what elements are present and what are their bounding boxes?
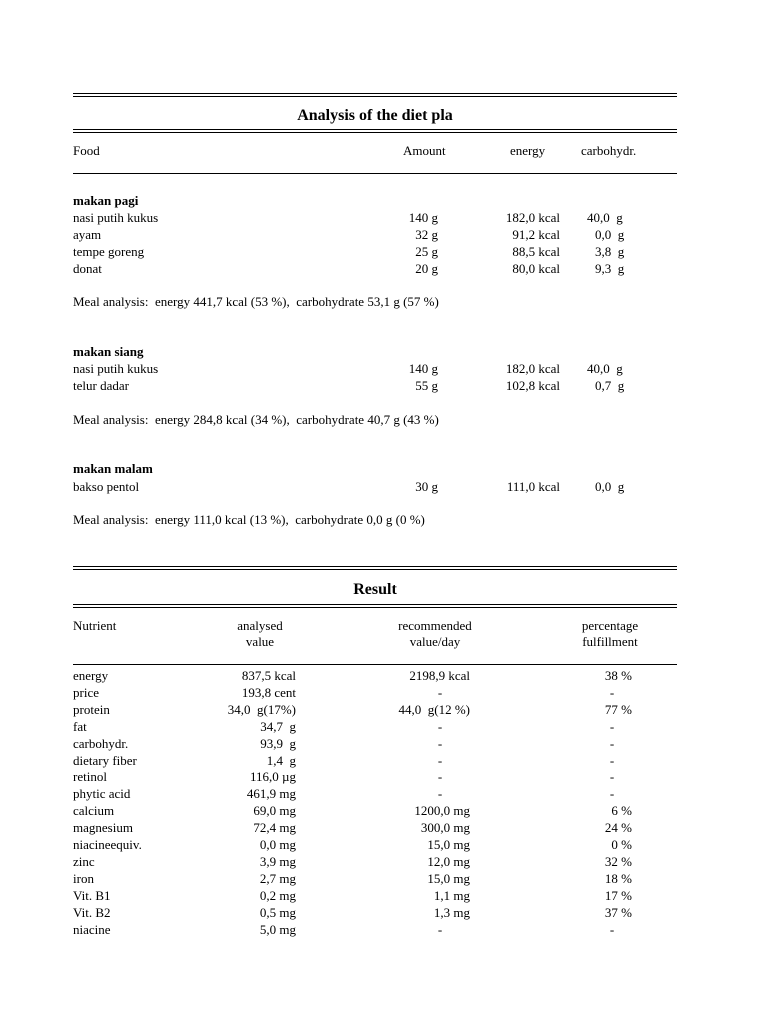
percent-fulfillment: 0 % (611, 837, 632, 852)
header-percentage-2: fulfillment (582, 634, 638, 649)
meal-name: makan siang (73, 344, 144, 359)
nutrient-name: protein (73, 702, 110, 717)
food-energy: 88,5 kcal (512, 244, 560, 259)
nutrient-name: Vit. B2 (73, 905, 111, 920)
recommended-value: 15,0 mg (427, 871, 470, 886)
nutrient-name: magnesium (73, 820, 133, 835)
food-name: tempe goreng (73, 244, 145, 259)
recommended-value: 300,0 mg (420, 820, 470, 835)
recommended-value: - (437, 786, 443, 801)
recommended-value: 1,3 mg (433, 905, 470, 920)
double-rule-result-top (73, 566, 677, 570)
result-title: Result (353, 581, 397, 598)
recommended-value: - (437, 922, 443, 937)
food-amount: 32 g (415, 227, 438, 242)
food-carb: 40,0 g (587, 210, 623, 225)
double-rule-result-under-title (73, 604, 677, 608)
recommended-value: - (437, 685, 443, 700)
recommended-value: 2198,9 kcal (409, 668, 470, 683)
nutrient-name: energy (73, 668, 109, 683)
percent-fulfillment: 32 % (604, 854, 632, 869)
meal-analysis: Meal analysis: energy 284,8 kcal (34 %), carbohydrate 40,7 g (43 %) (73, 412, 439, 427)
analysed-value: 0,2 mg (259, 888, 296, 903)
food-name: donat (73, 261, 102, 276)
nutrient-name: calcium (73, 803, 115, 818)
food-name: nasi putih kukus (73, 210, 159, 225)
recommended-value: - (437, 769, 443, 784)
nutrient-name: phytic acid (73, 786, 131, 801)
nutrient-name: zinc (73, 854, 95, 869)
analysed-value: 0,0 mg (259, 837, 296, 852)
food-amount: 25 g (415, 244, 438, 259)
header-analysed-1: analysed (237, 618, 283, 633)
result-header-rule (73, 664, 677, 665)
meal-analysis: Meal analysis: energy 441,7 kcal (53 %), carbohydrate 53,1 g (57 %) (73, 294, 439, 309)
analysed-value: 34,7 g (260, 719, 296, 734)
diet-title: Analysis of the diet pla (297, 107, 453, 124)
nutrient-name: carbohydr. (73, 736, 129, 751)
percent-fulfillment: 6 % (611, 803, 632, 818)
percent-fulfillment: - (609, 769, 615, 784)
food-name: ayam (73, 227, 102, 242)
food-name: bakso pentol (73, 479, 140, 494)
meal-analysis: Meal analysis: energy 111,0 kcal (13 %), carbohydrate 0,0 g (0 %) (73, 512, 425, 527)
nutrient-name: fat (73, 719, 87, 734)
analysed-value: 0,5 mg (259, 905, 296, 920)
analysed-value: 837,5 kcal (241, 668, 296, 683)
percent-fulfillment: - (609, 685, 615, 700)
food-energy: 182,0 kcal (505, 361, 560, 376)
recommended-value: 12,0 mg (427, 854, 470, 869)
recommended-value: 1,1 mg (433, 888, 470, 903)
header-energy: energy (510, 143, 546, 158)
analysed-value: 193,8 cent (241, 685, 296, 700)
percent-fulfillment: 17 % (604, 888, 632, 903)
food-carb: 40,0 g (587, 361, 623, 376)
meal-name: makan malam (73, 461, 153, 476)
meal-name: makan pagi (73, 193, 139, 208)
analysed-value: 2,7 mg (259, 871, 296, 886)
analysed-value: 93,9 g (260, 736, 296, 751)
percent-fulfillment: - (609, 786, 615, 801)
percent-fulfillment: 18 % (604, 871, 632, 886)
percent-fulfillment: 38 % (604, 668, 632, 683)
nutrient-name: retinol (73, 769, 107, 784)
analysed-value: 1,4 g (266, 753, 296, 768)
header-nutrient: Nutrient (73, 618, 117, 633)
food-carb: 0,7 g (595, 378, 625, 393)
percent-fulfillment: - (609, 922, 615, 937)
nutrient-name: niacineequiv. (73, 837, 142, 852)
food-amount: 140 g (408, 210, 438, 225)
header-percentage-1: percentage (581, 618, 639, 633)
food-name: nasi putih kukus (73, 361, 159, 376)
food-amount: 30 g (415, 479, 438, 494)
header-recommended-2: value/day (409, 634, 461, 649)
nutrient-name: Vit. B1 (73, 888, 111, 903)
analysed-value: 72,4 mg (253, 820, 296, 835)
double-rule-top (73, 93, 677, 97)
header-food: Food (73, 143, 100, 158)
header-recommended-1: recommended (398, 618, 472, 633)
food-energy: 80,0 kcal (512, 261, 560, 276)
nutrient-name: dietary fiber (73, 753, 137, 768)
food-energy: 182,0 kcal (505, 210, 560, 225)
percent-fulfillment: 24 % (604, 820, 632, 835)
analysed-value: 116,0 µg (249, 769, 296, 784)
percent-fulfillment: - (609, 753, 615, 768)
analysed-value: 5,0 mg (259, 922, 296, 937)
analysed-value: 3,9 mg (259, 854, 296, 869)
analysed-value: 461,9 mg (246, 786, 296, 801)
header-rule (73, 173, 677, 174)
percent-fulfillment: 77 % (604, 702, 632, 717)
nutrient-name: niacine (73, 922, 111, 937)
food-energy: 102,8 kcal (505, 378, 560, 393)
recommended-value: 15,0 mg (427, 837, 470, 852)
recommended-value: - (437, 753, 443, 768)
header-analysed-2: value (245, 634, 275, 649)
food-energy: 91,2 kcal (512, 227, 560, 242)
food-amount: 20 g (415, 261, 438, 276)
food-carb: 9,3 g (595, 261, 625, 276)
food-name: telur dadar (73, 378, 129, 393)
food-carb: 0,0 g (595, 227, 625, 242)
food-carb: 0,0 g (595, 479, 625, 494)
nutrient-name: iron (73, 871, 94, 886)
analysed-value: 34,0 g(17%) (227, 702, 296, 717)
header-carb: carbohydr. (581, 143, 637, 158)
food-amount: 55 g (415, 378, 438, 393)
food-amount: 140 g (408, 361, 438, 376)
food-energy: 111,0 kcal (506, 479, 560, 494)
header-amount: Amount (403, 143, 446, 158)
food-carb: 3,8 g (595, 244, 625, 259)
double-rule-under-title (73, 129, 677, 133)
percent-fulfillment: - (609, 719, 615, 734)
percent-fulfillment: 37 % (604, 905, 632, 920)
percent-fulfillment: - (609, 736, 615, 751)
analysed-value: 69,0 mg (253, 803, 296, 818)
recommended-value: 1200,0 mg (414, 803, 470, 818)
recommended-value: 44,0 g(12 %) (398, 702, 470, 717)
recommended-value: - (437, 719, 443, 734)
recommended-value: - (437, 736, 443, 751)
nutrient-name: price (73, 685, 99, 700)
